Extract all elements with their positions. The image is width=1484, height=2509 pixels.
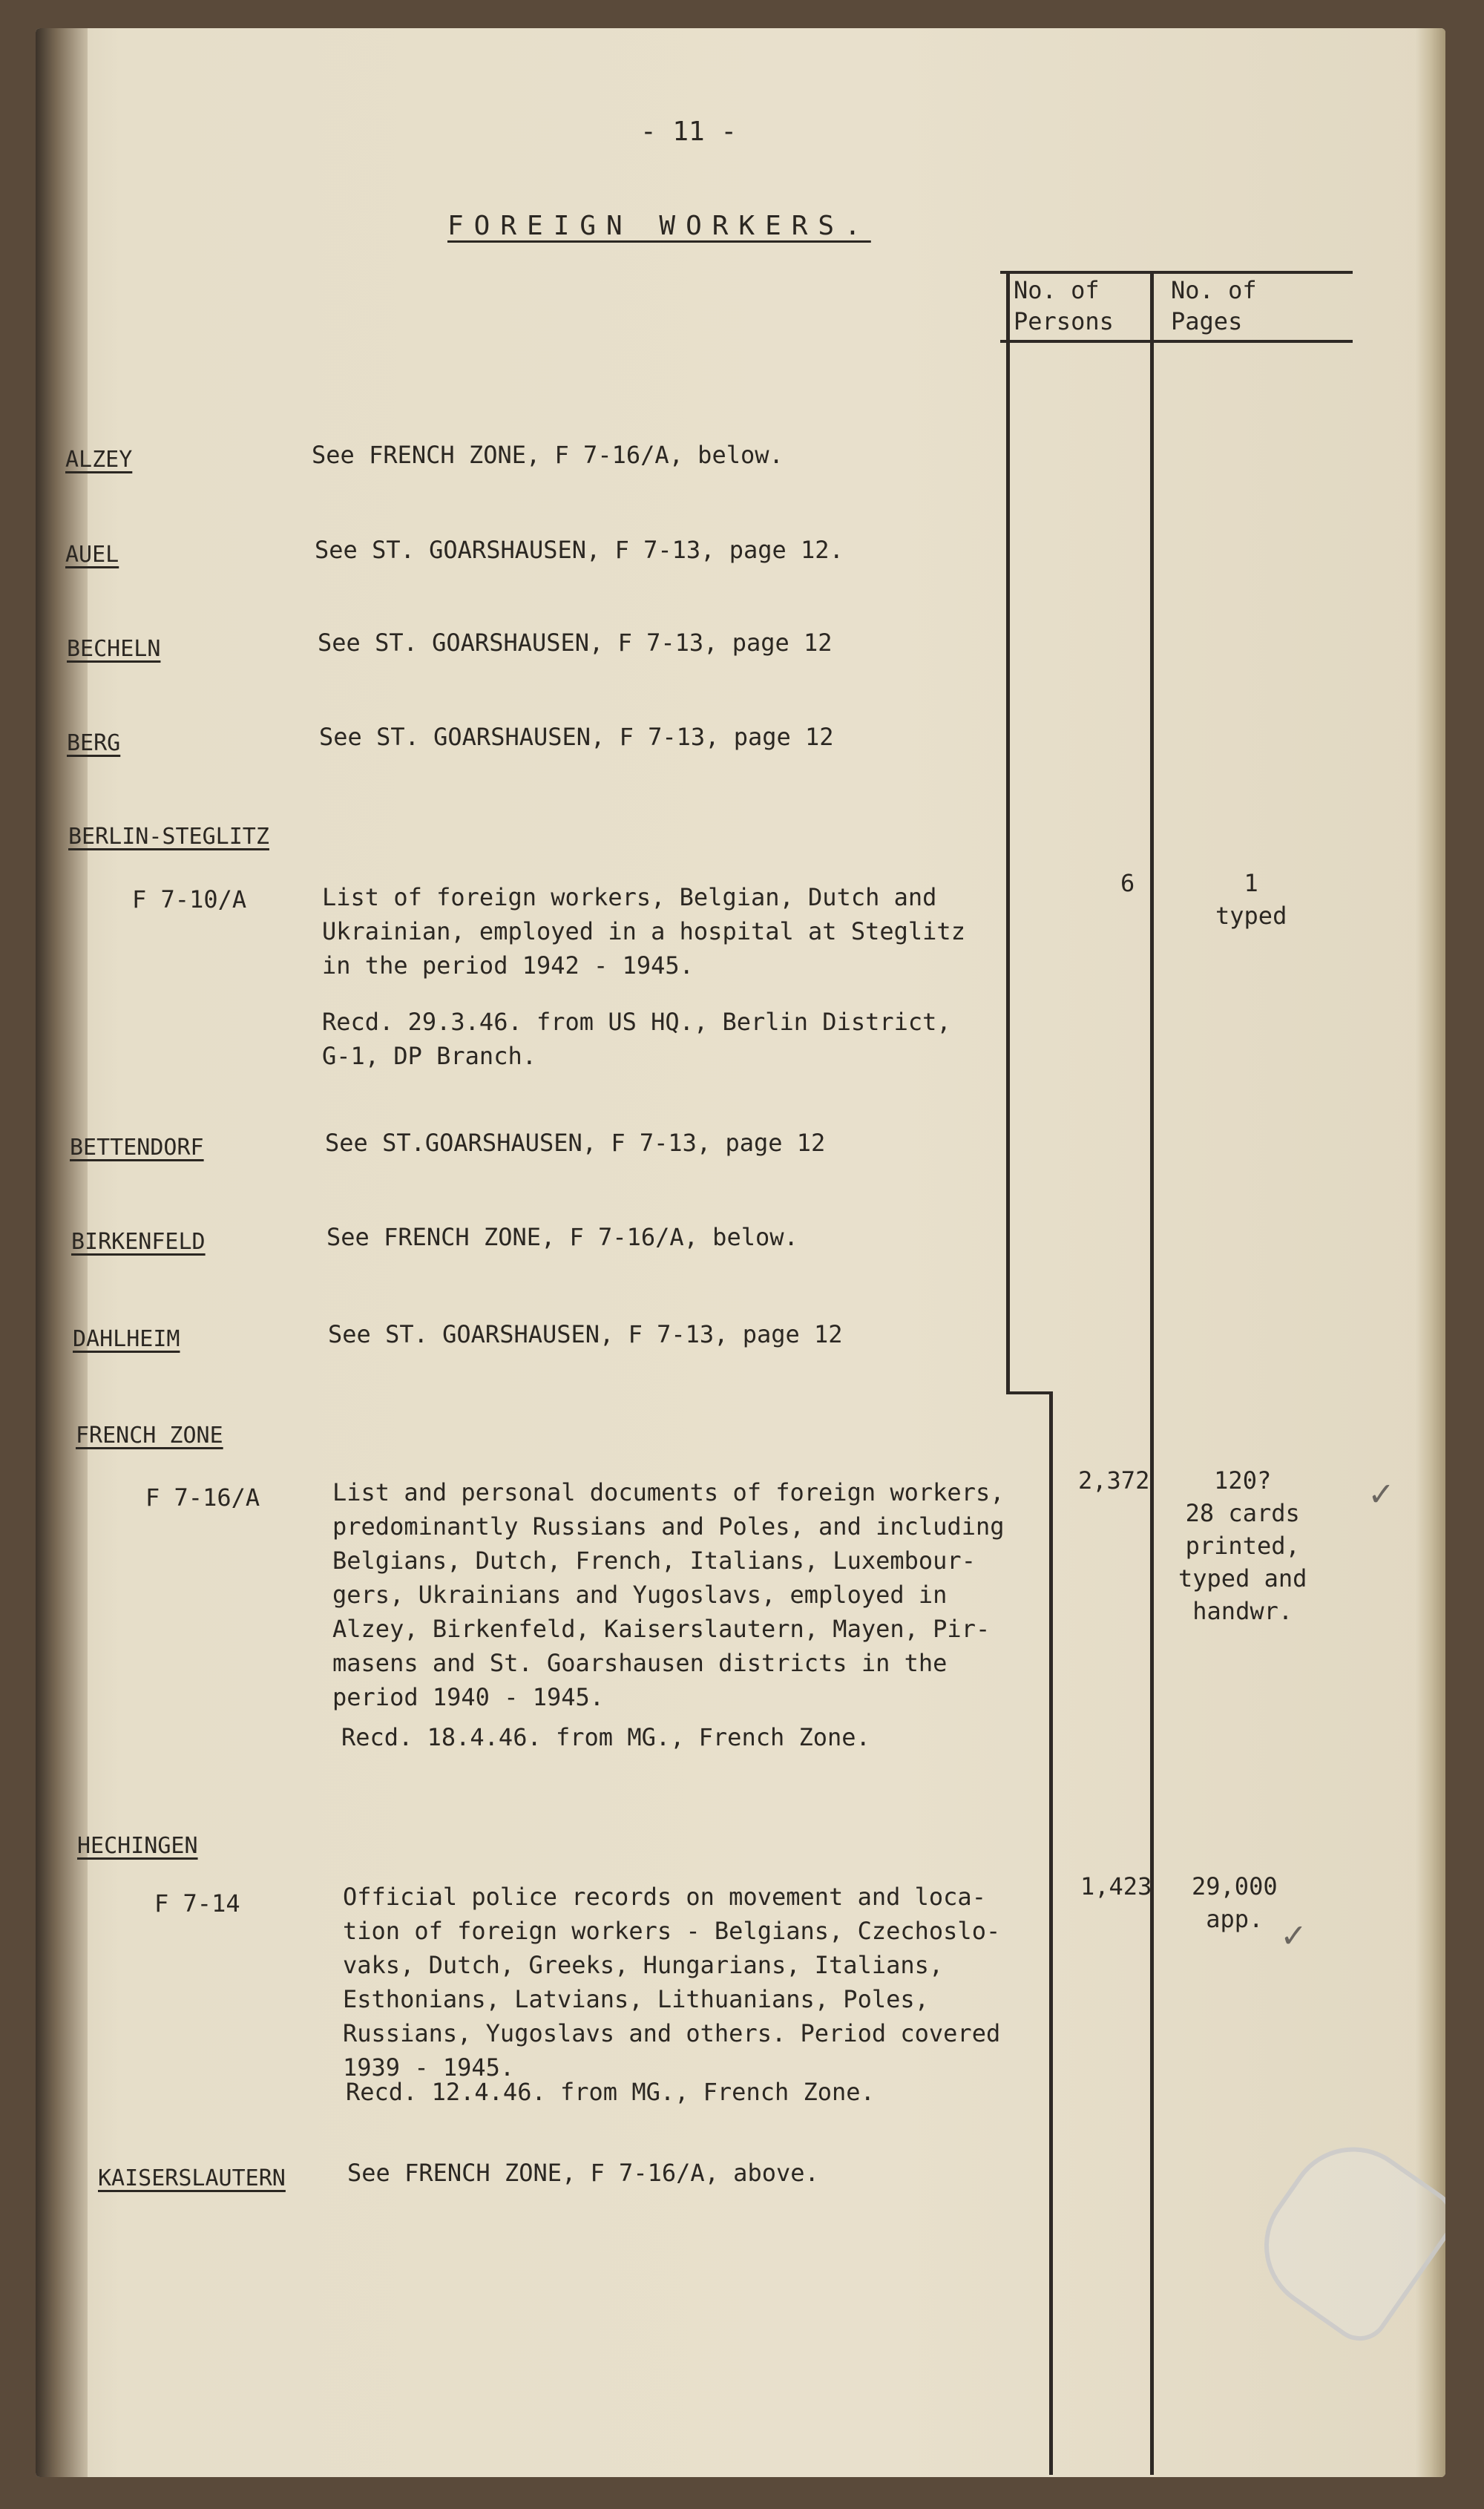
entry-recd-berlin-steglitz: Recd. 29.3.46. from US HQ., Berlin District, G-1, DP Branch. xyxy=(322,1008,951,1070)
entry-recd-french-zone: Recd. 18.4.46. from MG., French Zone. xyxy=(341,1723,870,1751)
column-header-persons: No. of Persons xyxy=(1014,276,1114,335)
paper-clip xyxy=(1238,2121,1445,2352)
entry-pages-berlin-steglitz: 1 typed xyxy=(1215,869,1287,930)
entry-place-hechingen: HECHINGEN xyxy=(77,1833,198,1859)
entry-pages-hechingen: 29,000 app. xyxy=(1192,1872,1278,1933)
column-divider-left-upper xyxy=(1006,271,1010,1391)
entry-place-birkenfeld: BIRKENFELD xyxy=(71,1229,206,1255)
check-mark-icon: ✓ xyxy=(1370,1472,1393,1515)
column-divider-right xyxy=(1150,271,1154,2475)
entry-text-alzey: See FRENCH ZONE, F 7-16/A, below. xyxy=(312,441,784,469)
check-mark-icon-2: ✓ xyxy=(1282,1913,1305,1956)
entry-ref-berlin-steglitz: F 7-10/A xyxy=(132,885,247,914)
entry-persons-french-zone: 2,372 xyxy=(1078,1466,1150,1495)
entry-ref-hechingen: F 7-14 xyxy=(154,1889,240,1918)
entry-place-kaiserslautern: KAISERSLAUTERN xyxy=(98,2165,286,2191)
entry-place-alzey: ALZEY xyxy=(65,447,133,473)
entry-text-hechingen: Official police records on movement and loca- tion of foreign workers - Belgians, Czechoslo- vaks, Dutch, Greeks, Hungarians, Italians, Esthonians, Latvians, Lithuanians, Poles, Russians, Yugoslavs and others. Period covered 1939 - 1945. xyxy=(343,1883,1001,2082)
entry-place-berg: BERG xyxy=(67,730,121,756)
entry-persons-hechingen: 1,423 xyxy=(1080,1872,1152,1900)
entry-place-auel: AUEL xyxy=(65,542,119,568)
entry-recd-hechingen: Recd. 12.4.46. from MG., French Zone. xyxy=(346,2078,875,2106)
column-divider-left-lower xyxy=(1049,1391,1053,2475)
entry-text-berlin-steglitz: List of foreign workers, Belgian, Dutch and Ukrainian, employed in a hospital at Steglitz in the period 1942 - 1945. xyxy=(322,883,965,980)
entry-pages-french-zone: 120? 28 cards printed, typed and handwr. xyxy=(1178,1466,1307,1625)
column-divider-jog xyxy=(1006,1391,1051,1394)
page-number: - 11 - xyxy=(640,117,738,147)
entry-place-dahlheim: DAHLHEIM xyxy=(73,1326,180,1352)
entry-text-kaiserslautern: See FRENCH ZONE, F 7-16/A, above. xyxy=(347,2159,819,2187)
entry-text-french-zone: List and personal documents of foreign workers, predominantly Russians and Poles, and including Belgians, Dutch, French, Italians, Luxembour- gers, Ukrainians and Yugoslavs, employed in Alzey, Birkenfeld, Kaiserslautern, Mayen, Pir- masens and St. Goarshausen districts in the period 1940 - 1945. xyxy=(332,1478,1005,1711)
entry-text-auel: See ST. GOARSHAUSEN, F 7-13, page 12. xyxy=(315,536,844,564)
document-page xyxy=(36,28,1445,2477)
entry-text-birkenfeld: See FRENCH ZONE, F 7-16/A, below. xyxy=(326,1223,798,1251)
entry-place-french-zone: FRENCH ZONE xyxy=(76,1423,223,1449)
entry-persons-berlin-steglitz: 6 xyxy=(1120,869,1135,897)
entry-text-dahlheim: See ST. GOARSHAUSEN, F 7-13, page 12 xyxy=(328,1320,843,1348)
entry-ref-french-zone: F 7-16/A xyxy=(145,1483,260,1512)
entry-place-becheln: BECHELN xyxy=(67,636,161,662)
entry-text-bettendorf: See ST.GOARSHAUSEN, F 7-13, page 12 xyxy=(325,1129,826,1157)
entry-text-becheln: See ST. GOARSHAUSEN, F 7-13, page 12 xyxy=(318,629,833,657)
header-rule-top xyxy=(1000,271,1353,274)
entry-place-bettendorf: BETTENDORF xyxy=(70,1135,204,1161)
page-title: FOREIGN WORKERS. xyxy=(447,211,871,241)
column-header-pages: No. of Pages xyxy=(1171,276,1257,335)
page-edge xyxy=(1416,28,1445,2477)
header-rule-bottom xyxy=(1000,340,1353,343)
entry-text-berg: See ST. GOARSHAUSEN, F 7-13, page 12 xyxy=(319,723,834,751)
entry-place-berlin-steglitz: BERLIN-STEGLITZ xyxy=(68,824,269,850)
